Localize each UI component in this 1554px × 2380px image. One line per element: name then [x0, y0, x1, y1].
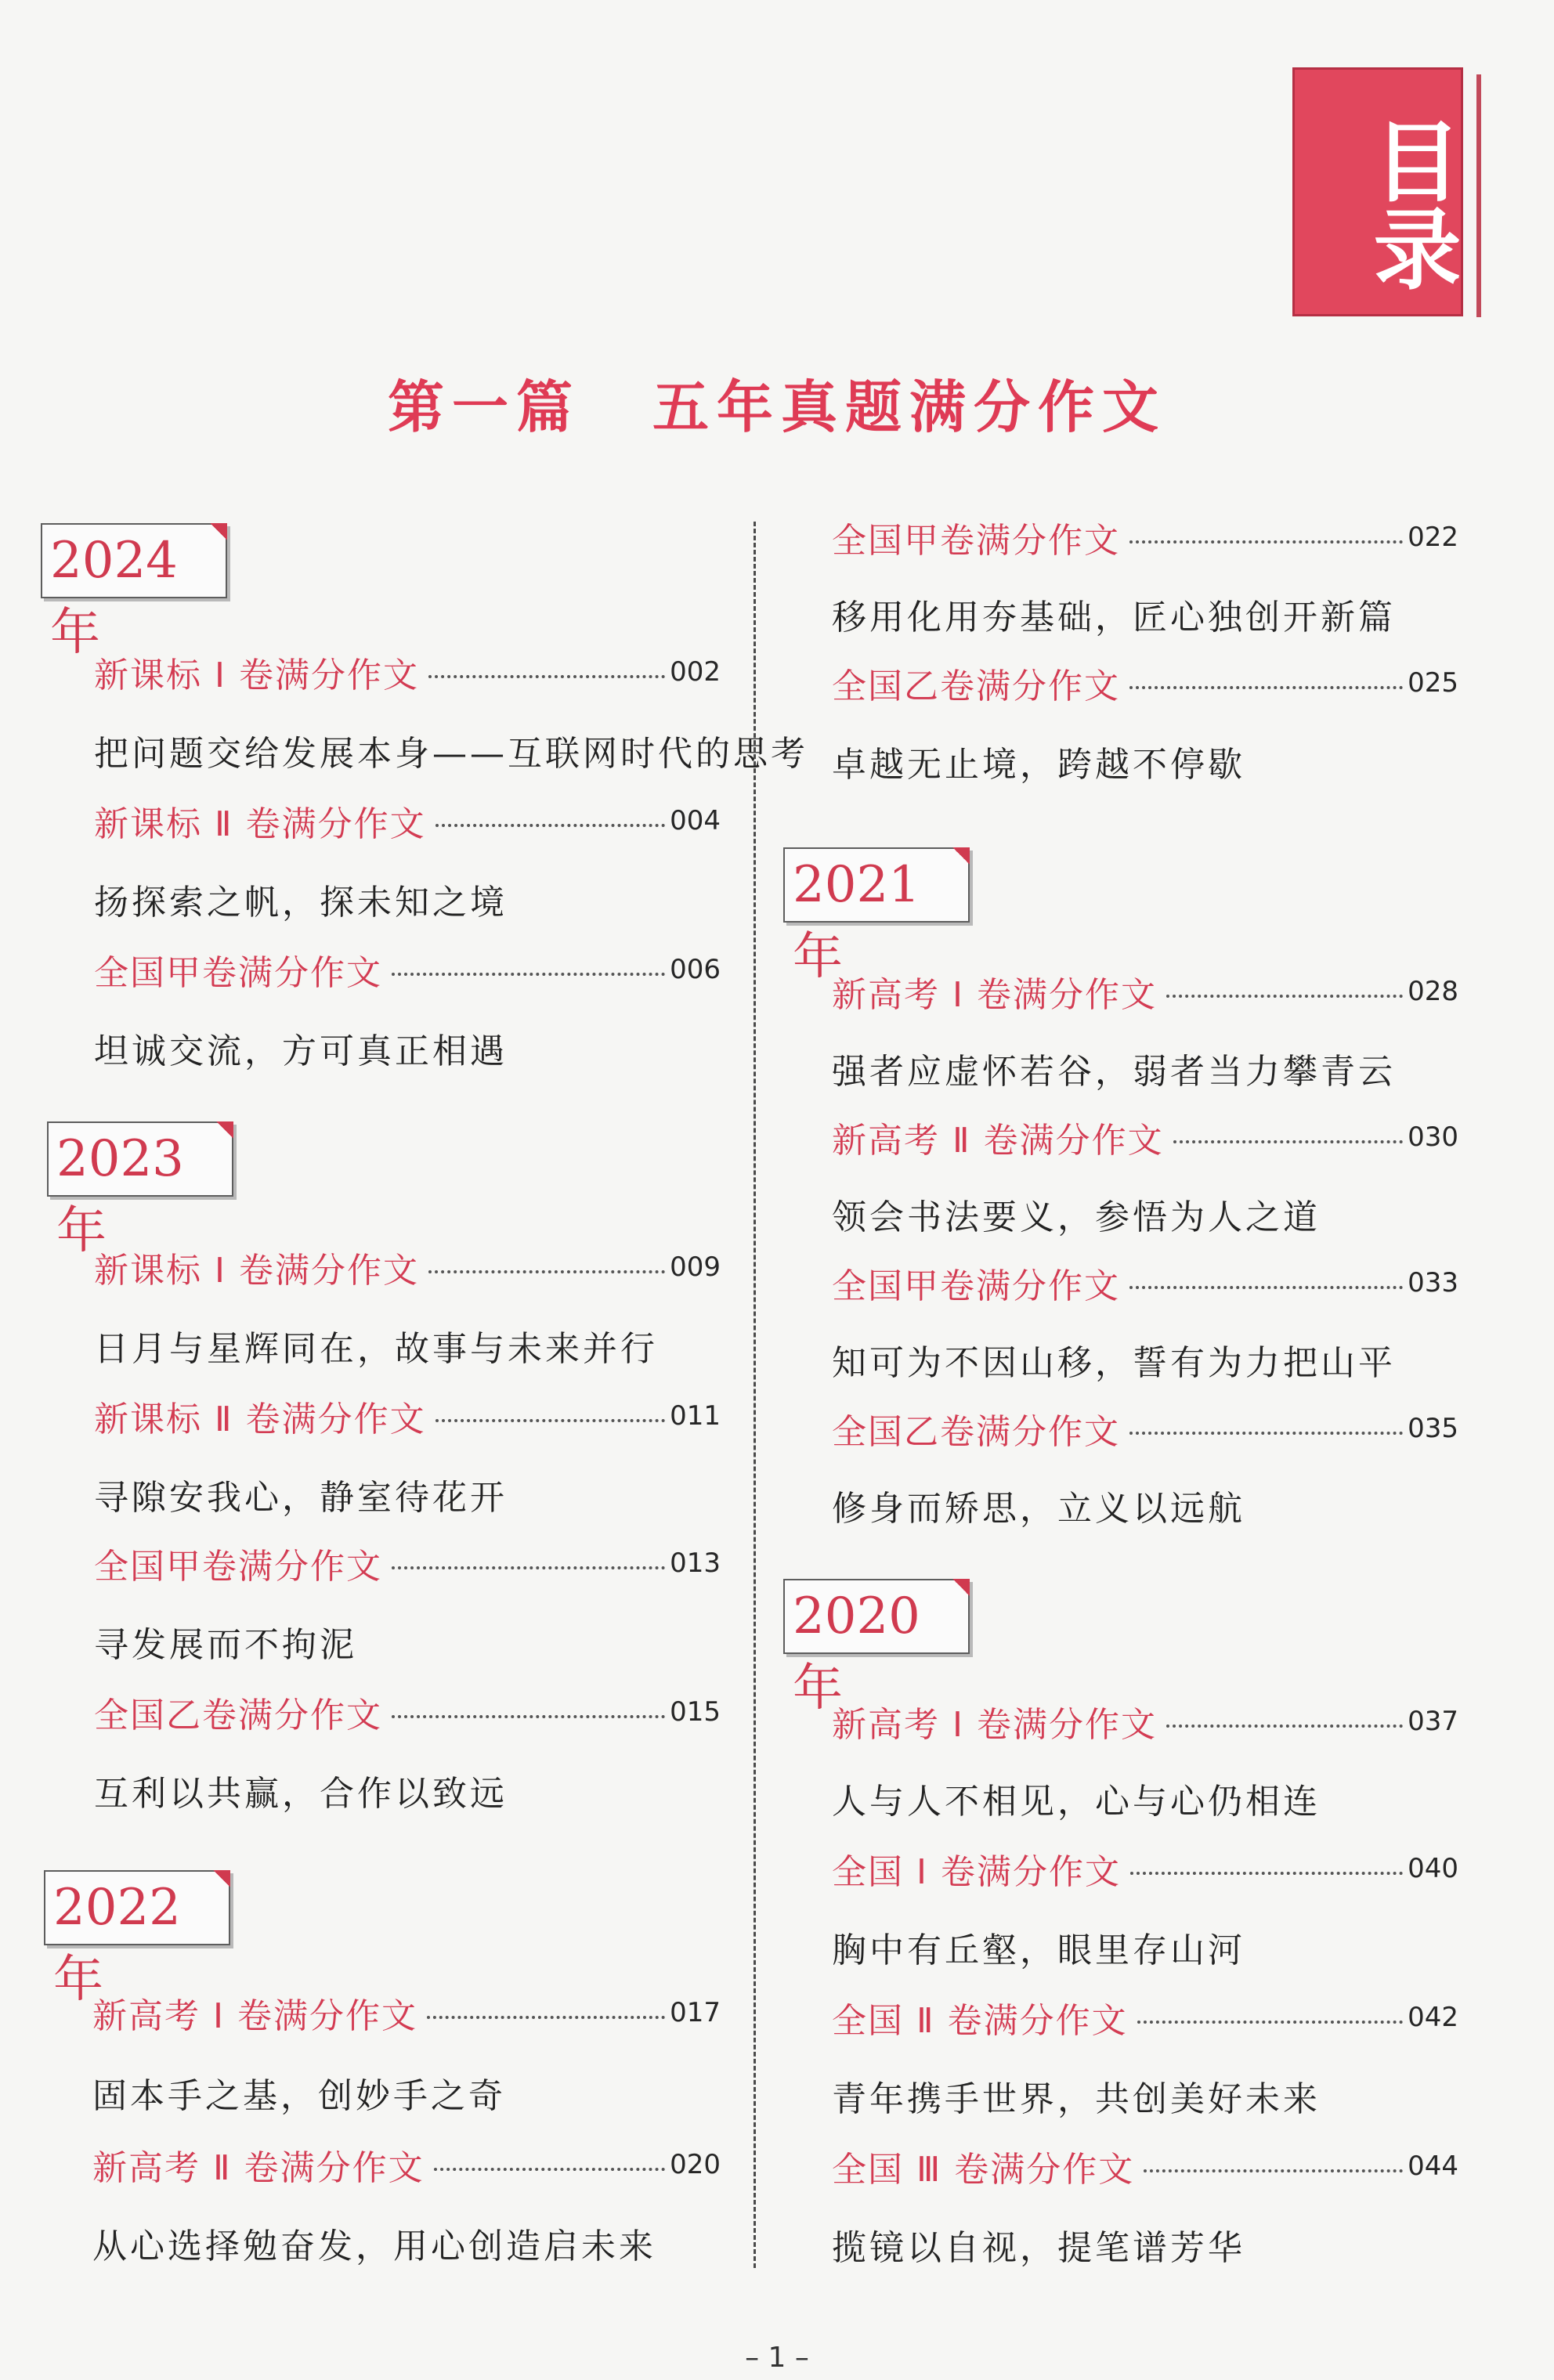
toc-entry[interactable]: [94, 797, 721, 844]
toc-entry[interactable]: [94, 1392, 721, 1439]
toc-entry-label: 全国 Ⅰ 卷满分作文: [832, 1852, 1121, 1892]
essay-title: 修身而矫思，立义以远航: [832, 1489, 1245, 1529]
toc-badge: [1292, 67, 1463, 316]
year-heading-2023: 2023年: [47, 1121, 233, 1197]
toc-entry-page: 025: [1408, 667, 1458, 699]
toc-entry[interactable]: [94, 1540, 721, 1587]
toc-entry[interactable]: [94, 1244, 721, 1291]
leader-dots: [1129, 686, 1403, 689]
toc-entry[interactable]: [94, 1688, 721, 1735]
part-name: 五年真题满分作文: [652, 374, 1167, 440]
toc-entry[interactable]: [92, 2141, 721, 2188]
part-label: 第一篇: [387, 374, 580, 440]
toc-entry-page: 004: [670, 805, 721, 836]
toc-entry-page: 015: [670, 1696, 721, 1728]
year-heading-2020: 2020年: [783, 1579, 970, 1654]
toc-entry[interactable]: [832, 1405, 1458, 1452]
toc-entry-label: 全国甲卷满分作文: [832, 521, 1120, 561]
toc-entry[interactable]: [832, 1698, 1458, 1745]
toc-entry-label: 全国甲卷满分作文: [832, 1266, 1120, 1306]
toc-entry-label: 新高考 Ⅰ 卷满分作文: [832, 1705, 1157, 1745]
essay-title: 寻发展而不拘泥: [94, 1625, 357, 1665]
toc-entry-page: 009: [670, 1251, 721, 1283]
leader-dots: [392, 973, 665, 976]
leader-dots: [1129, 540, 1403, 544]
toc-entry-label: 新课标 Ⅰ 卷满分作文: [94, 1251, 419, 1291]
leader-dots: [1129, 1432, 1403, 1435]
essay-title: 移用化用夯基础，匠心独创开新篇: [832, 598, 1396, 637]
leader-dots: [1130, 1872, 1403, 1875]
toc-entry-page: 006: [670, 954, 721, 985]
toc-entry-label: 全国乙卷满分作文: [832, 666, 1120, 706]
toc-entry[interactable]: [832, 659, 1458, 706]
toc-entry-page: 017: [670, 1997, 721, 2028]
essay-title: 互利以共赢，合作以致远: [94, 1774, 508, 1814]
toc-entry-page: 020: [670, 2149, 721, 2180]
toc-entry-label: 全国 Ⅲ 卷满分作文: [832, 2150, 1135, 2190]
page-number: – 1 –: [745, 2342, 809, 2374]
toc-entry-label: 全国甲卷满分作文: [94, 953, 382, 993]
year-heading-2021: 2021年: [783, 847, 970, 923]
column-divider: [754, 522, 756, 2268]
essay-title: 扬探索之帆，探未知之境: [94, 883, 508, 923]
toc-entry[interactable]: [832, 1114, 1458, 1161]
essay-title: 日月与星辉同在，故事与未来并行: [94, 1329, 658, 1369]
toc-entry[interactable]: [92, 1989, 721, 2036]
toc-entry-label: 全国乙卷满分作文: [94, 1696, 382, 1735]
toc-entry[interactable]: [832, 968, 1458, 1015]
toc-entry-page: 013: [670, 1548, 721, 1579]
toc-entry[interactable]: [94, 648, 721, 695]
toc-entry-label: 全国 Ⅱ 卷满分作文: [832, 2001, 1128, 2041]
leader-dots: [427, 2016, 665, 2019]
toc-entry-page: 042: [1408, 2002, 1458, 2033]
toc-entry[interactable]: [94, 946, 721, 993]
toc-entry[interactable]: [832, 514, 1458, 561]
essay-title: 强者应虚怀若谷，弱者当力攀青云: [832, 1052, 1396, 1092]
toc-entry-label: 新高考 Ⅱ 卷满分作文: [92, 2148, 425, 2188]
toc-entry-page: 035: [1408, 1413, 1458, 1444]
essay-title: 把问题交给发展本身——互联网时代的思考: [94, 734, 808, 774]
toc-entry-page: 040: [1408, 1853, 1458, 1884]
leader-dots: [1166, 995, 1403, 998]
toc-entry-page: 002: [670, 656, 721, 688]
toc-entry-page: 030: [1408, 1121, 1458, 1153]
toc-entry-page: 028: [1408, 976, 1458, 1007]
leader-dots: [428, 1270, 665, 1273]
toc-entry-page: 033: [1408, 1267, 1458, 1298]
essay-title: 人与人不相见，心与心仍相连: [832, 1782, 1321, 1822]
year-heading-2024: 2024年: [41, 523, 227, 598]
year-heading-2022: 2022年: [44, 1870, 230, 1945]
essay-title: 寻隙安我心，静室待花开: [94, 1478, 508, 1518]
leader-dots: [435, 824, 665, 827]
leader-dots: [435, 1419, 665, 1422]
leader-dots: [1173, 1140, 1403, 1143]
leader-dots: [1144, 2169, 1403, 2172]
toc-entry-page: 011: [670, 1400, 721, 1432]
toc-entry-label: 新课标 Ⅰ 卷满分作文: [94, 655, 419, 695]
leader-dots: [434, 2168, 665, 2171]
essay-title: 领会书法要义，参悟为人之道: [832, 1197, 1321, 1237]
leader-dots: [392, 1566, 665, 1569]
essay-title: 坦诚交流，方可真正相遇: [94, 1031, 508, 1071]
essay-title: 青年携手世界，共创美好未来: [832, 2079, 1321, 2119]
essay-title: 胸中有丘壑，眼里存山河: [832, 1930, 1245, 1970]
toc-entry-label: 新高考 Ⅱ 卷满分作文: [832, 1121, 1164, 1161]
toc-entry-label: 新高考 Ⅰ 卷满分作文: [832, 975, 1157, 1015]
toc-entry[interactable]: [832, 2143, 1458, 2190]
toc-entry-label: 全国甲卷满分作文: [94, 1547, 382, 1587]
essay-title: 从心选择勉奋发，用心创造启未来: [92, 2227, 656, 2266]
leader-dots: [1137, 2021, 1403, 2024]
toc-entry[interactable]: [832, 1259, 1458, 1306]
essay-title: 揽镜以自视，提笔谱芳华: [832, 2228, 1245, 2268]
toc-entry-label: 全国乙卷满分作文: [832, 1412, 1120, 1452]
essay-title: 固本手之基，创妙手之奇: [92, 2076, 506, 2116]
essay-title: 卓越无止境，跨越不停歇: [832, 745, 1245, 785]
part-title: [0, 362, 1554, 443]
toc-entry-page: 044: [1408, 2151, 1458, 2182]
leader-dots: [1166, 1725, 1403, 1728]
toc-entry-page: 022: [1408, 522, 1458, 553]
leader-dots: [1129, 1286, 1403, 1289]
toc-badge-text: 目录: [1359, 116, 1461, 291]
leader-dots: [392, 1715, 665, 1718]
essay-title: 知可为不因山移，誓有为力把山平: [832, 1343, 1396, 1383]
leader-dots: [428, 675, 665, 678]
toc-entry-page: 037: [1408, 1706, 1458, 1737]
toc-entry-label: 新课标 Ⅱ 卷满分作文: [94, 1399, 426, 1439]
toc-entry[interactable]: [832, 1845, 1458, 1892]
toc-entry-label: 新课标 Ⅱ 卷满分作文: [94, 804, 426, 844]
toc-entry[interactable]: [832, 1994, 1458, 2041]
toc-entry-label: 新高考 Ⅰ 卷满分作文: [92, 1996, 417, 2036]
